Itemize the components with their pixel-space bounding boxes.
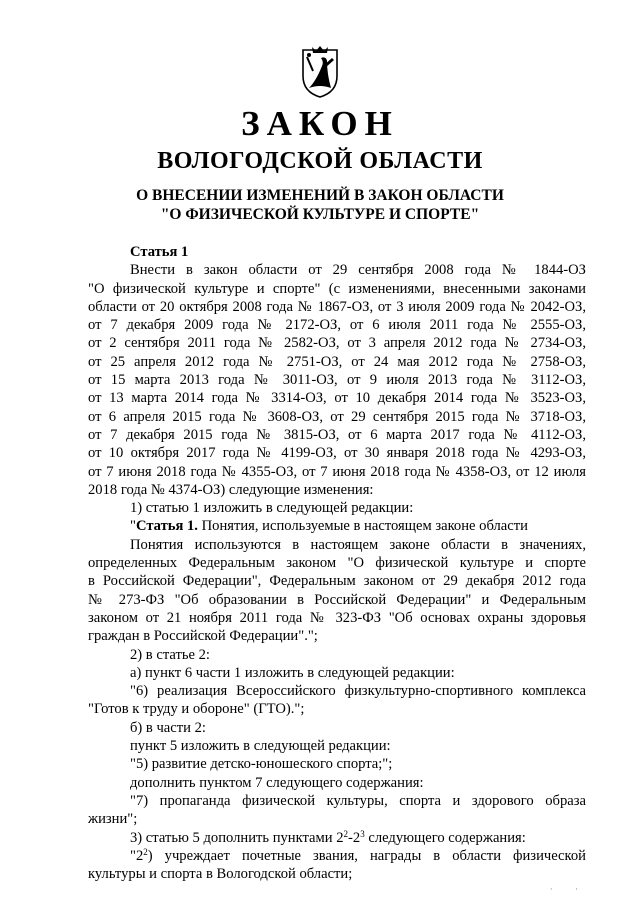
article-line: от 6 апреля 2015 года № 3608-ОЗ, от 29 сентября 2015 года № 3718-ОЗ,: [88, 408, 586, 425]
coat-of-arms-emblem: [300, 44, 340, 98]
item-2b: б) в части 2:: [130, 719, 206, 736]
item-2b-line: жизни";: [88, 811, 138, 828]
item-2a-quote: "6) реализация Всероссийского физкультурно-спортивного комплекса: [130, 683, 586, 700]
definition-line: граждан в Российской Федерации".";: [88, 628, 318, 645]
scan-marks: · ·: [549, 884, 588, 894]
article-line: "О физической культуре и спорте" (с изменениями, внесенными законами: [88, 280, 586, 297]
item-3: 3) статью 5 дополнить пунктами $2^2-2^3$ следующего содержания:: [130, 828, 526, 846]
definition-line: законом от 21 ноября 2011 года № 323-ФЗ "Об основах охраны здоровья: [88, 609, 586, 626]
article-line: Внести в закон области от 29 сентября 2008 года № 1844-ОЗ: [130, 262, 586, 279]
region-title: ВОЛОГОДСКОЙ ОБЛАСТИ: [157, 148, 483, 174]
law-subtitle-line-1: О ВНЕСЕНИИ ИЗМЕНЕНИЙ В ЗАКОН ОБЛАСТИ: [136, 187, 504, 204]
article-1-heading: Статья 1: [130, 244, 189, 260]
article-line: от 13 марта 2014 года № 3314-ОЗ, от 10 декабря 2014 года № 3523-ОЗ,: [88, 390, 586, 407]
law-body: [88, 243, 586, 883]
law-subtitle-line-2: "О ФИЗИЧЕСКОЙ КУЛЬТУРЕ И СПОРТЕ": [160, 206, 480, 223]
article-line: от 15 марта 2013 года № 3011-ОЗ, от 9 июля 2013 года № 3112-ОЗ,: [88, 372, 586, 389]
article-line: от 25 апреля 2012 года № 2751-ОЗ, от 24 мая 2012 года № 2758-ОЗ,: [88, 353, 586, 370]
law-title: ЗАКОН: [241, 104, 399, 143]
article-line: 2018 года № 4374-ОЗ) следующие изменения:: [88, 481, 374, 498]
quoted-article-heading: "Статья 1. Понятия, используемые в настоящем законе области: [130, 518, 528, 535]
item-2b-line: дополнить пунктом 7 следующего содержания:: [130, 774, 424, 791]
article-line: от 7 июня 2018 года № 4355-ОЗ, от 7 июня 2018 года № 4358-ОЗ, от 12 июля: [88, 463, 586, 480]
definition-line: определенных Федеральным законом "О физической культуре и спорте: [88, 555, 586, 572]
item-1: 1) статью 1 изложить в следующей редакции:: [130, 500, 414, 517]
definition-line: в Российской Федерации", Федеральным законом от 29 декабря 2012 года: [88, 573, 586, 590]
item-2a-quote: "Готов к труду и обороне" (ГТО).";: [88, 701, 305, 718]
quoted-article-number: Статья 1.: [135, 518, 198, 535]
article-line: от 10 октября 2017 года № 4199-ОЗ, от 30 января 2018 года № 4293-ОЗ,: [88, 445, 586, 462]
item-2b-line: "7) пропаганда физической культуры, спорта и здорового образа: [130, 792, 586, 809]
article-line: от 2 сентября 2011 года № 2582-ОЗ, от 3 апреля 2012 года № 2734-ОЗ,: [88, 335, 586, 352]
item-3-quote: культуры и спорта в Вологодской области;: [88, 866, 353, 883]
item-3-quote: "$2^2$) учреждает почетные звания, награды в области физической: [130, 846, 586, 864]
item-2a: а) пункт 6 части 1 изложить в следующей редакции:: [130, 664, 455, 681]
item-2b-line: "5) развитие детско-юношеского спорта;";: [130, 756, 393, 773]
definition-line: Понятия используются в настоящем законе области в значениях,: [130, 536, 586, 553]
article-line: области от 20 октября 2008 года № 1867-ОЗ, от 3 июля 2009 года № 2042-ОЗ,: [88, 298, 586, 315]
definition-line: № 273-ФЗ "Об образовании в Российской Федерации" и Федеральным: [88, 591, 586, 608]
item-2b-line: пункт 5 изложить в следующей редакции:: [130, 738, 391, 755]
article-line: от 7 декабря 2009 года № 2172-ОЗ, от 6 июля 2011 года № 2555-ОЗ,: [88, 317, 586, 334]
item-2: 2) в статье 2:: [130, 646, 210, 663]
article-line: от 7 декабря 2015 года № 3815-ОЗ, от 6 марта 2017 года № 4112-ОЗ,: [88, 426, 586, 443]
